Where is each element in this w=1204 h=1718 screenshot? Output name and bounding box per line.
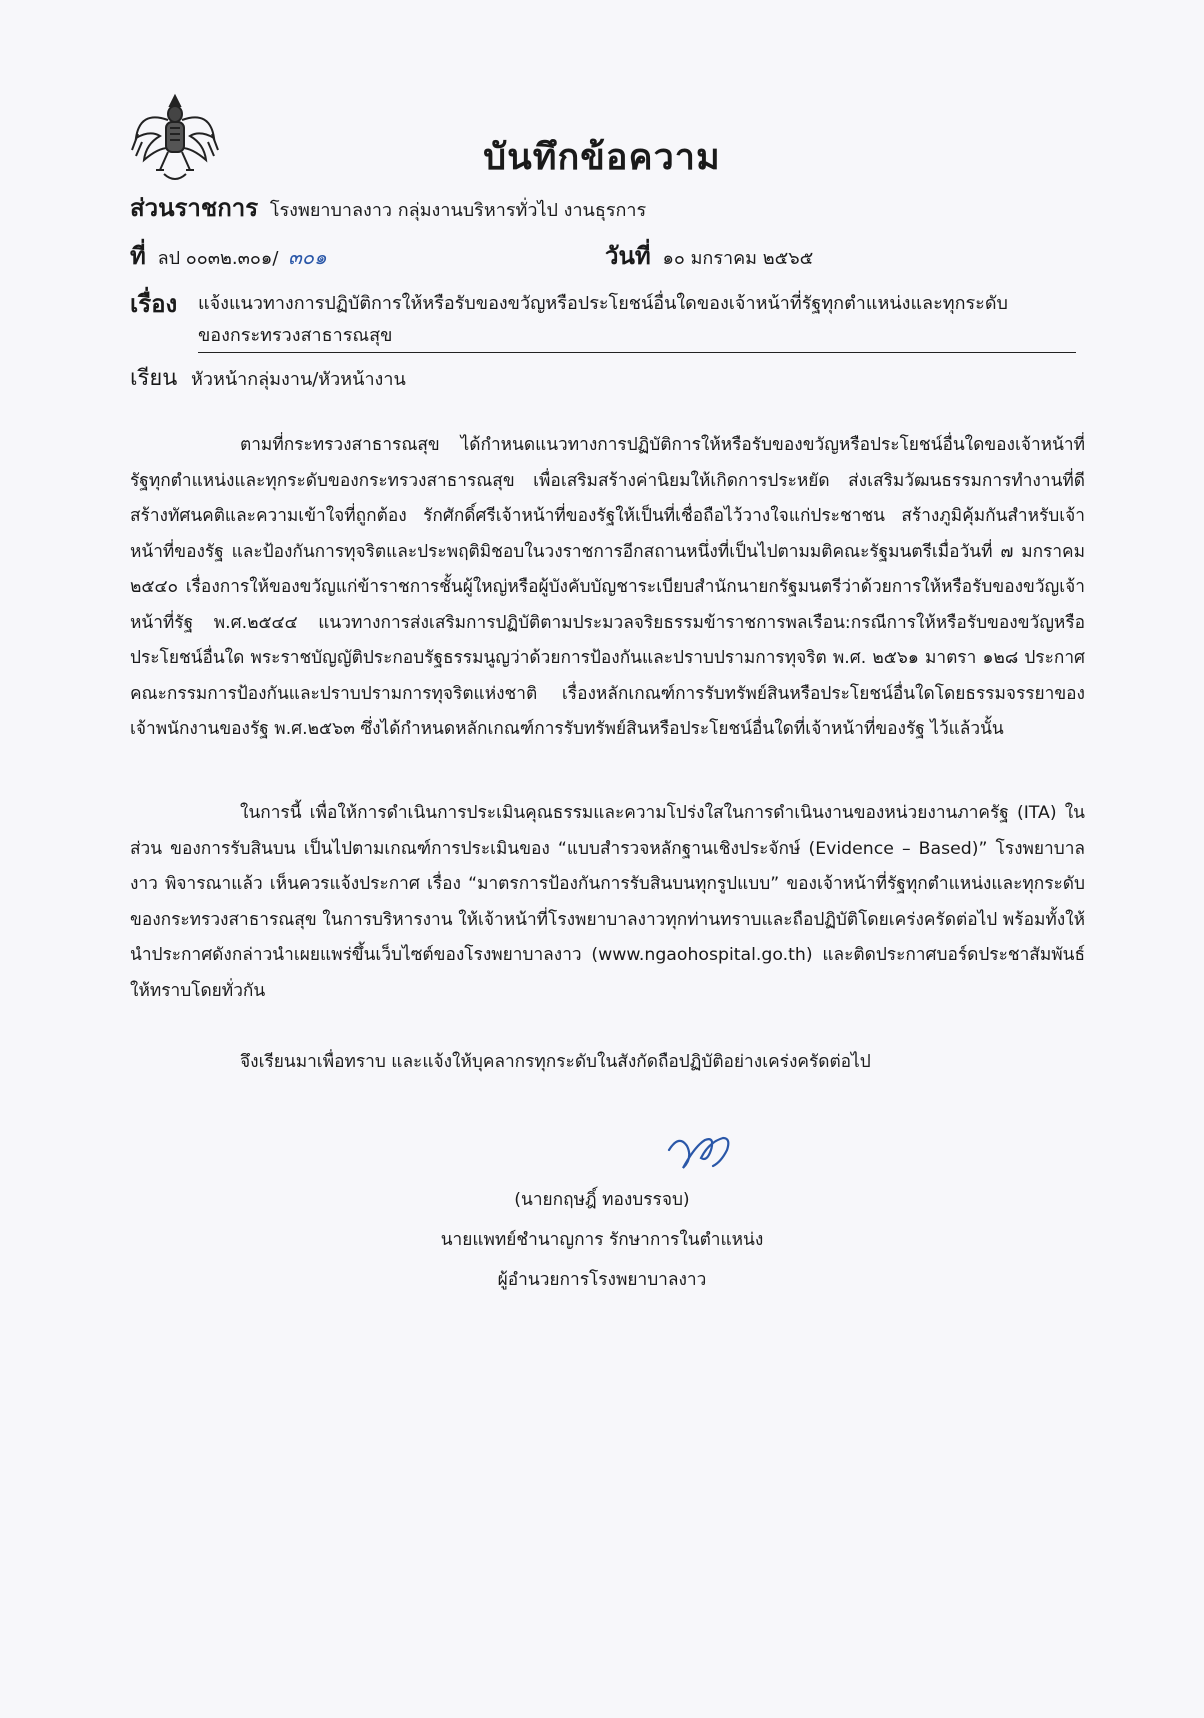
agency-label: ส่วนราชการ [130,194,259,222]
header-divider [198,352,1076,353]
to-value: หัวหน้ากลุ่มงาน/หัวหน้างาน [191,369,406,390]
date-value: ๑๐ มกราคม ๒๕๖๕ [662,248,814,269]
body-paragraph-2: ในการนี้ เพื่อให้การดำเนินการประเมินคุณธรรมและความโปร่งใสในการดำเนินงานของหน่วยงานภาครัฐ (ITA) ในส่วน ของการรับสินบน เป็นไปตามเกณฑ์การประเมินของ “แบบสำรวจหลักฐานเชิงประจักษ์ (Evidence – Based)” โรงพยาบาลงาว พิจารณาแล้ว เห็นควรแจ้งประกาศ เรื่อง “มาตรการป้องกันการรับสินบนทุกรูปแบบ” ของเจ้าหน้าที่รัฐทุกตำแหน่งและทุกระดับของกระทรวงสาธารณสุข ในการบริหารงาน ให้เจ้าหน้าที่โรงพยาบาลงาวทุกท่านทราบและถือปฏิบัติโดยเคร่งครัดต่อไป พร้อมทั้งให้นำประกาศดังกล่าวนำเผยแพร่ขึ้นเว็บไซต์ของโรงพยาบาลงาว (www.ngaohospital.go.th) และติดประกาศบอร์ดประชาสัมพันธ์ให้ทราบโดยทั่วกัน [130,803,1085,1001]
date-line [605,236,813,275]
subject-label: เรื่อง [130,290,178,318]
closing-sentence: จึงเรียนมาเพื่อทราบ และแจ้งให้บุคลากรทุกระดับในสังกัดถือปฏิบัติอย่างเคร่งครัดต่อไป [240,1052,871,1072]
ref-value: ลป ๐๐๓๒.๓๐๑/ [157,248,279,269]
body-paragraph-1: ตามที่กระทรวงสาธารณสุข ได้กำหนดแนวทางการปฏิบัติการให้หรือรับของขวัญหรือประโยชน์อื่นใดของเจ้าหน้าที่รัฐทุกตำแหน่งและทุกระดับของกระทรวงสาธารณสุข เพื่อเสริมสร้างค่านิยมให้เกิดการประหยัด ส่งเสริมวัฒนธรรมการทำงานที่ดี สร้างทัศนคติและความเข้าใจที่ถูกต้อง รักศักดิ์ศรีเจ้าหน้าที่ของรัฐให้เป็นที่เชื่อถือไว้วางใจแก่ประชาชน สร้างภูมิคุ้มกันสำหรับเจ้าหน้าที่ของรัฐ และป้องกันการทุจริตและประพฤติมิชอบในวงราชการอีกสถานหนึ่งที่เป็นไปตามมติคณะรัฐมนตรีเมื่อวันที่ ๗ มกราคม ๒๕๔๐ เรื่องการให้ของขวัญแก่ข้าราชการชั้นผู้ใหญ่หรือผู้บังคับบัญชาระเบียบสำนักนายกรัฐมนตรีว่าด้วยการให้หรือรับของขวัญเจ้าหน้าที่รัฐ พ.ศ.๒๕๔๔ แนวทางการส่งเสริมการปฏิบัติตามประมวลจริยธรรมข้าราชการพลเรือน:กรณีการให้หรือรับของขวัญหรือประโยชน์อื่นใด พระราชบัญญัติประกอบรัฐธรรมนูญว่าด้วยการป้องกันและปราบปรามการทุจริต พ.ศ. ๒๕๖๑ มาตรา ๑๒๘ ประกาศคณะกรรมการป้องกันและปราบปรามการทุจริตแห่งชาติ เรื่องหลักเกณฑ์การรับทรัพย์สินหรือประโยชน์อื่นใดโดยธรรมจรรยาของเจ้าพนักงานของรัฐ พ.ศ.๒๕๖๓ ซึ่งได้กำหนดหลักเกณฑ์การรับทรัพย์สินหรือประโยชน์อื่นใดที่เจ้าหน้าที่ของรัฐ ไว้แล้วนั้น [130,435,1085,739]
to-label: เรียน [130,366,178,391]
addressee-line [130,360,406,395]
agency-value: โรงพยาบาลงาว กลุ่มงานบริหารทั่วไป งานธุรการ [269,200,647,221]
ref-label: ที่ [130,242,146,270]
page-title: บันทึกข้อความ [483,137,721,178]
subject-text-2: ของกระทรวงสาธารณสุข [198,325,393,346]
date-label: วันที่ [605,242,651,270]
signature-image [665,1128,735,1178]
subject-line [130,284,183,323]
signer-position: นายแพทย์ชำนาญการ รักษาการในตำแหน่ง [440,1230,764,1250]
signer-name: (นายกฤษฎิ์ ทองบรรจบ) [514,1190,690,1210]
ref-handwritten-number: ๓๐๑ [288,245,327,269]
signer-role: ผู้อำนวยการโรงพยาบาลงาว [497,1270,707,1290]
agency-line [130,188,646,227]
subject-text-1: แจ้งแนวทางการปฏิบัติการให้หรือรับของขวัญหรือประโยชน์อื่นใดของเจ้าหน้าที่รัฐทุกตำแหน่งและทุกระดับ [198,293,1008,314]
reference-line [130,236,327,275]
